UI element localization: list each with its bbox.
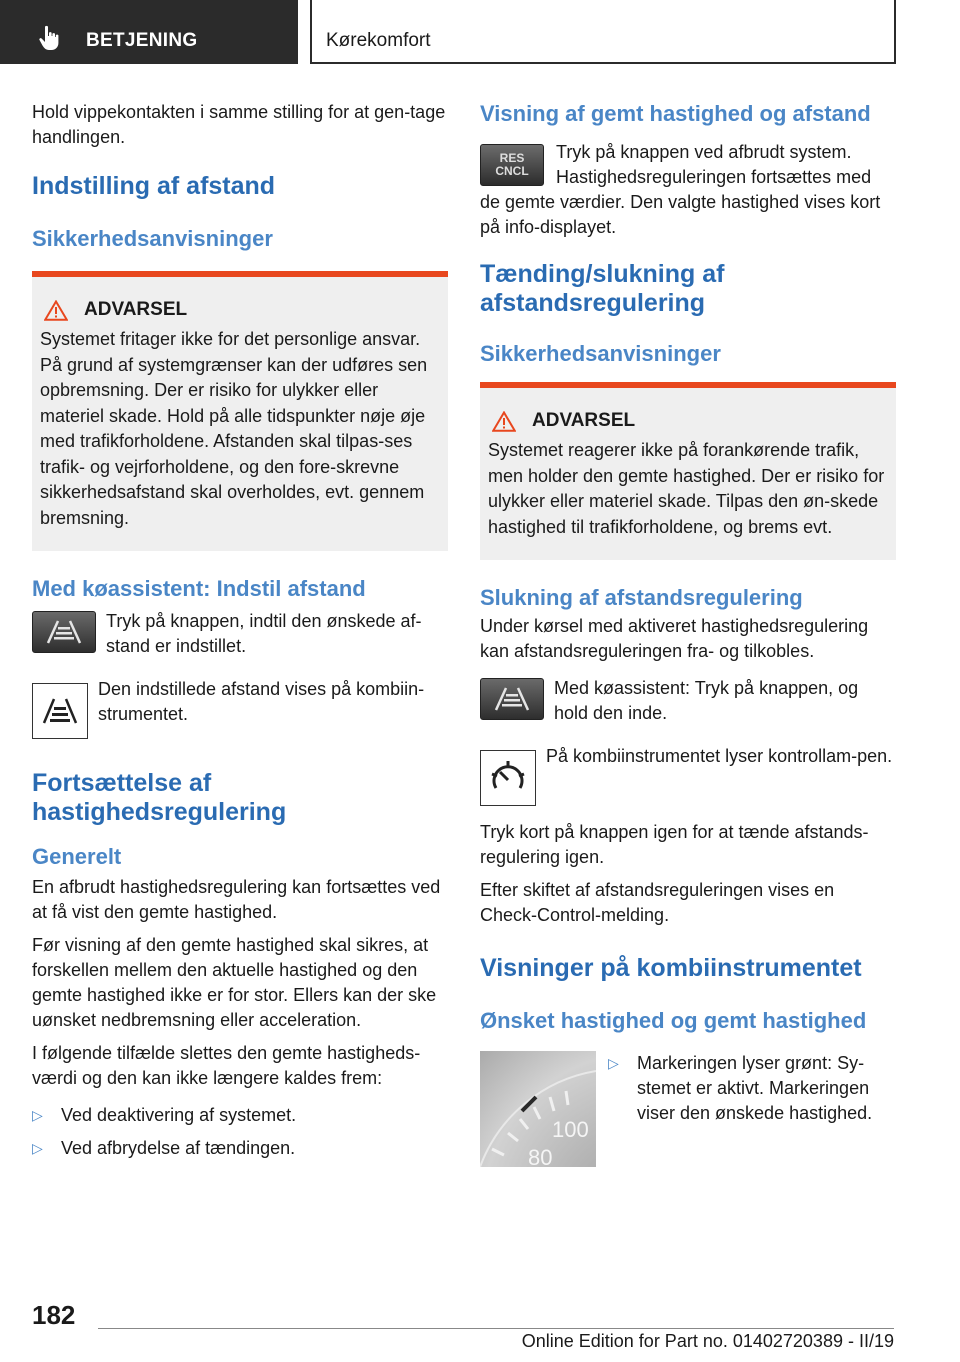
generelt-p2: Før visning af den gemte hastighed skal sikres, at forskellen mellem den aktuelle hastighed og den gemte hastighed ikke er for stor. Ellers kan der ske uønsket nedbremsning eller acceleration.	[32, 935, 437, 1030]
hand-pointer-icon	[36, 24, 64, 52]
chapter-header	[310, 0, 896, 64]
heading-taending: Tænding/slukning af afstandsregulering	[480, 260, 725, 317]
koe-text-2: Med køassistent: Tryk på knappen, og hold den inde.	[554, 678, 859, 723]
bullet-list	[32, 1103, 448, 1161]
visning-block	[480, 140, 896, 240]
tryk-text: Tryk kort på knappen igen for at tænde afstands-regulering igen.	[480, 822, 869, 867]
footer-divider	[98, 1328, 894, 1329]
speedo-row	[480, 1051, 896, 1167]
triangle-bullet-icon: ▷	[32, 1140, 43, 1156]
triangle-bullet-icon: ▷	[608, 1055, 619, 1071]
warning-title: ADVARSEL	[532, 410, 636, 431]
distance-button-icon	[480, 678, 544, 720]
slukning-text: Under kørsel med aktiveret hastighedsregulering kan afstandsreguleringen fra- og tilkobles.	[480, 616, 869, 661]
lamp-row	[32, 677, 448, 739]
page-number: 182	[32, 1300, 76, 1330]
distance-button-icon	[32, 611, 96, 653]
heading-fortsaettelse: Fortsættelse af hastighedsregulering	[32, 769, 287, 826]
speedo-label-80: 80	[528, 1145, 553, 1167]
list-item: ▷ Ved afbrydelse af tændingen.	[32, 1136, 448, 1161]
heading-sikkerhed: Sikkerhedsanvisninger	[32, 226, 273, 251]
warning-box-2	[480, 382, 896, 560]
left-column	[32, 100, 448, 1169]
koe-text: Tryk på knappen, indtil den ønskede af-stand er indstillet.	[106, 611, 422, 656]
lamp-text-2: På kombiinstrumentet lyser kontrollam-pen.	[546, 746, 893, 766]
list-item: ▷ Ved deaktivering af systemet.	[32, 1103, 448, 1128]
distance-indicator-icon	[32, 683, 88, 739]
list-item: ▷ Markeringen lyser grønt: Sy-stemet er aktivt. Markeringen viser den ønskede hastighed.	[608, 1053, 873, 1123]
right-column	[480, 100, 896, 1167]
heading-koeassistent: Med køassistent: Indstil afstand	[32, 576, 366, 601]
chapter-title: Kørekomfort	[326, 30, 431, 51]
footer-edition: Online Edition for Part no. 01402720389 - II/19	[521, 1331, 894, 1351]
warning-text: Systemet fritager ikke for det personlige ansvar. På grund af systemgrænser kan der udføres sen opbremsning. Der er risiko for ulykker eller materiel skade. Hold på alle tidspunkter nøje øje med trafikforholdene. Afstanden skal tilpas-ses trafik- og vejrforholdene, og den fore-skrevne sikkerhedsafstand skal overholdes, evt. gennem bremsning.	[40, 329, 428, 528]
koe-row	[32, 609, 448, 659]
speedo-label-100: 100	[552, 1117, 589, 1142]
section-label: BETJENING	[86, 30, 198, 51]
section-tab	[0, 0, 298, 64]
warning-title: ADVARSEL	[84, 299, 188, 320]
koe-row-2	[480, 676, 896, 726]
warning-triangle-icon	[492, 411, 516, 432]
heading-visning: Visning af gemt hastighed og afstand	[480, 101, 871, 126]
heading-visninger: Visninger på kombiinstrumentet	[480, 954, 862, 982]
visning-text: Tryk på knappen ved afbrudt system. Hastighedsreguleringen fortsættes med de gemte værdier. Den valgte hastighed vises kort på info-displayet.	[480, 142, 881, 237]
speedo-bullets	[608, 1051, 896, 1134]
heading-sikkerhed-2: Sikkerhedsanvisninger	[480, 341, 721, 366]
heading-slukning: Slukning af afstandsregulering	[480, 585, 803, 610]
lamp-text: Den indstillede afstand vises på kombiin-strumentet.	[98, 679, 425, 724]
heading-indstilling: Indstilling af afstand	[32, 172, 276, 200]
speedometer-image	[480, 1051, 596, 1167]
speedometer-indicator-icon	[480, 750, 536, 806]
heading-oensket: Ønsket hastighed og gemt hastighed	[480, 1008, 867, 1033]
intro-text: Hold vippekontakten i samme stilling for at gen-tage handlingen.	[32, 102, 446, 147]
generelt-p3: I følgende tilfælde slettes den gemte hastigheds-værdi og den kan ikke længere kaldes frem:	[32, 1043, 421, 1088]
warning-triangle-icon	[44, 300, 68, 321]
lamp-row-2	[480, 744, 896, 806]
efter-text: Efter skiftet af afstandsreguleringen vises en Check-Control-melding.	[480, 880, 835, 925]
heading-generelt: Generelt	[32, 844, 122, 869]
warning-box	[32, 271, 448, 551]
generelt-p1: En afbrudt hastighedsregulering kan fortsættes ved at få vist den gemte hastighed.	[32, 877, 441, 922]
warning-text: Systemet reagerer ikke på forankørende trafik, men holder den gemte hastighed. Der er risiko for ulykker eller materiel skade. Tilpas den øn-skede hastighed til trafikforholdene, og brems evt.	[488, 440, 885, 537]
triangle-bullet-icon: ▷	[32, 1107, 43, 1123]
res-cncl-button-icon: RES CNCL	[480, 144, 544, 186]
